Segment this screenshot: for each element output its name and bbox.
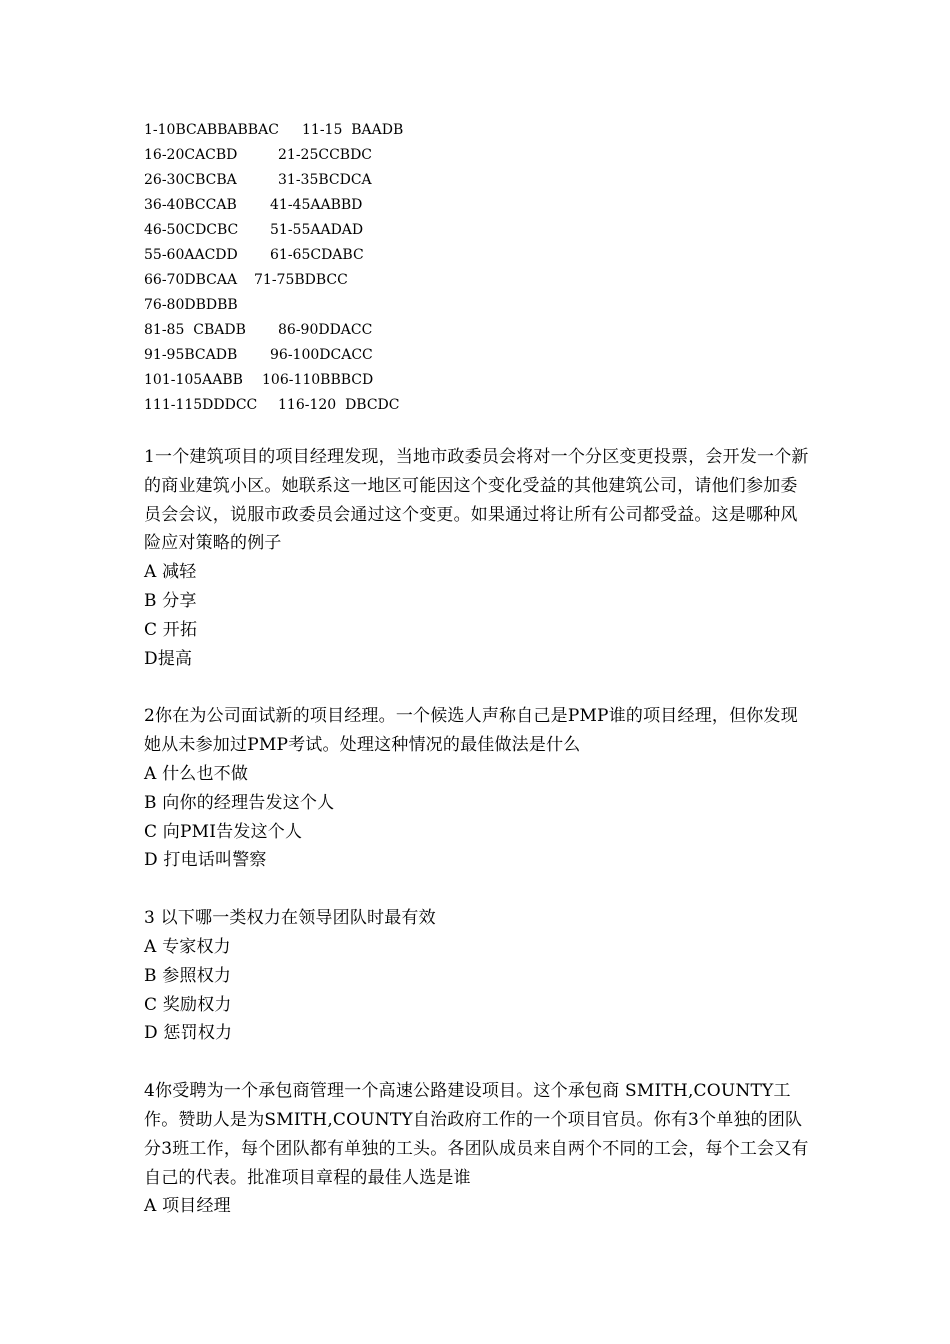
answer-range: 61-65CDABC bbox=[270, 247, 364, 263]
answer-key-row bbox=[144, 368, 804, 393]
answer-option: C 奖励权力 bbox=[144, 994, 232, 1015]
answer-range: 31-35BCDCA bbox=[278, 172, 372, 188]
answer-range: 96-100DCACC bbox=[270, 347, 373, 363]
answer-range: 36-40BCCAB bbox=[144, 197, 237, 213]
answer-option: C 开拓 bbox=[144, 619, 198, 640]
answer-option: B 向你的经理告发这个人 bbox=[144, 792, 335, 813]
answer-range: 51-55AADAD bbox=[270, 222, 364, 238]
answer-option: D 惩罚权力 bbox=[144, 1023, 233, 1044]
answer-option: C 向PMI告发这个人 bbox=[144, 821, 303, 842]
answer-range: 21-25CCBDC bbox=[278, 147, 373, 163]
answer-option: A 什么也不做 bbox=[144, 763, 249, 784]
question-stem: 2你在为公司面试新的项目经理。一个候选人声称自己是PMP谁的项目经理，但你发现她从未参加过PMP考试。处理这种情况的最佳做法是什么 bbox=[144, 706, 798, 756]
answer-range: 111-115DDDCC bbox=[144, 397, 258, 413]
question-item bbox=[144, 702, 814, 875]
answer-key-row bbox=[144, 193, 804, 218]
answer-range: 116-120 DBCDC bbox=[278, 397, 400, 413]
answer-range: 26-30CBCBA bbox=[144, 172, 237, 188]
answer-option: A 专家权力 bbox=[144, 936, 231, 957]
answer-range: 91-95BCADB bbox=[144, 347, 238, 363]
answer-range: 55-60AACDD bbox=[144, 247, 238, 263]
answer-option: D 打电话叫警察 bbox=[144, 850, 267, 871]
answer-range: 46-50CDCBC bbox=[144, 222, 239, 238]
answer-range: 81-85 CBADB bbox=[144, 322, 246, 338]
answer-range: 101-105AABB bbox=[144, 372, 243, 388]
answer-range: 86-90DDACC bbox=[278, 322, 373, 338]
answer-range: 66-70DBCAA bbox=[144, 272, 238, 288]
question-item bbox=[144, 1077, 814, 1221]
answer-key-row bbox=[144, 168, 804, 193]
answer-key-row bbox=[144, 343, 804, 368]
answer-range: 16-20CACBD bbox=[144, 147, 238, 163]
question-stem: 1一个建筑项目的项目经理发现，当地市政委员会将对一个分区变更投票，会开发一个新的商业建筑小区。她联系这一地区可能因这个变化受益的其他建筑公司，请他们参加委员会会议，说服市政委员会通过这个变更。如果通过将让所有公司都受益。这是哪种风险应对策略的例子 bbox=[144, 447, 809, 554]
answer-range: 1-10BCABBABBAC bbox=[144, 122, 279, 138]
question-stem: 3 以下哪一类权力在领导团队时最有效 bbox=[144, 908, 436, 929]
answer-key-row bbox=[144, 118, 804, 143]
answer-key-row bbox=[144, 293, 804, 318]
answer-option: B 分享 bbox=[144, 590, 197, 611]
answer-range: 11-15 BAADB bbox=[302, 122, 404, 138]
answer-key bbox=[144, 118, 804, 418]
answer-option: A 项目经理 bbox=[144, 1196, 231, 1217]
answer-option: A 减轻 bbox=[144, 562, 197, 583]
answer-option: B 参照权力 bbox=[144, 965, 232, 986]
answer-range: 106-110BBBCD bbox=[262, 372, 374, 388]
answer-key-row bbox=[144, 218, 804, 243]
answer-key-row bbox=[144, 393, 804, 418]
question-item bbox=[144, 443, 814, 673]
answer-key-row bbox=[144, 318, 804, 343]
question-list bbox=[144, 443, 814, 1250]
answer-range: 76-80DBDBB bbox=[144, 297, 238, 313]
answer-option: D提高 bbox=[144, 648, 193, 669]
answer-key-row bbox=[144, 143, 804, 168]
answer-range: 41-45AABBD bbox=[270, 197, 363, 213]
answer-range: 71-75BDBCC bbox=[254, 272, 348, 288]
question-item bbox=[144, 904, 814, 1048]
question-stem: 4你受聘为一个承包商管理一个高速公路建设项目。这个承包商 SMITH,COUNTY工作。赞助人是为SMITH,COUNTY自治政府工作的一个项目官员。你有3个单独的团队分3班工作，每个团队都有单独的工头。各团队成员来自两个不同的工会，每个工会又有自己的代表。批准项目章程的最佳人选是谁 bbox=[144, 1081, 809, 1188]
answer-key-row bbox=[144, 243, 804, 268]
answer-key-row bbox=[144, 268, 804, 293]
